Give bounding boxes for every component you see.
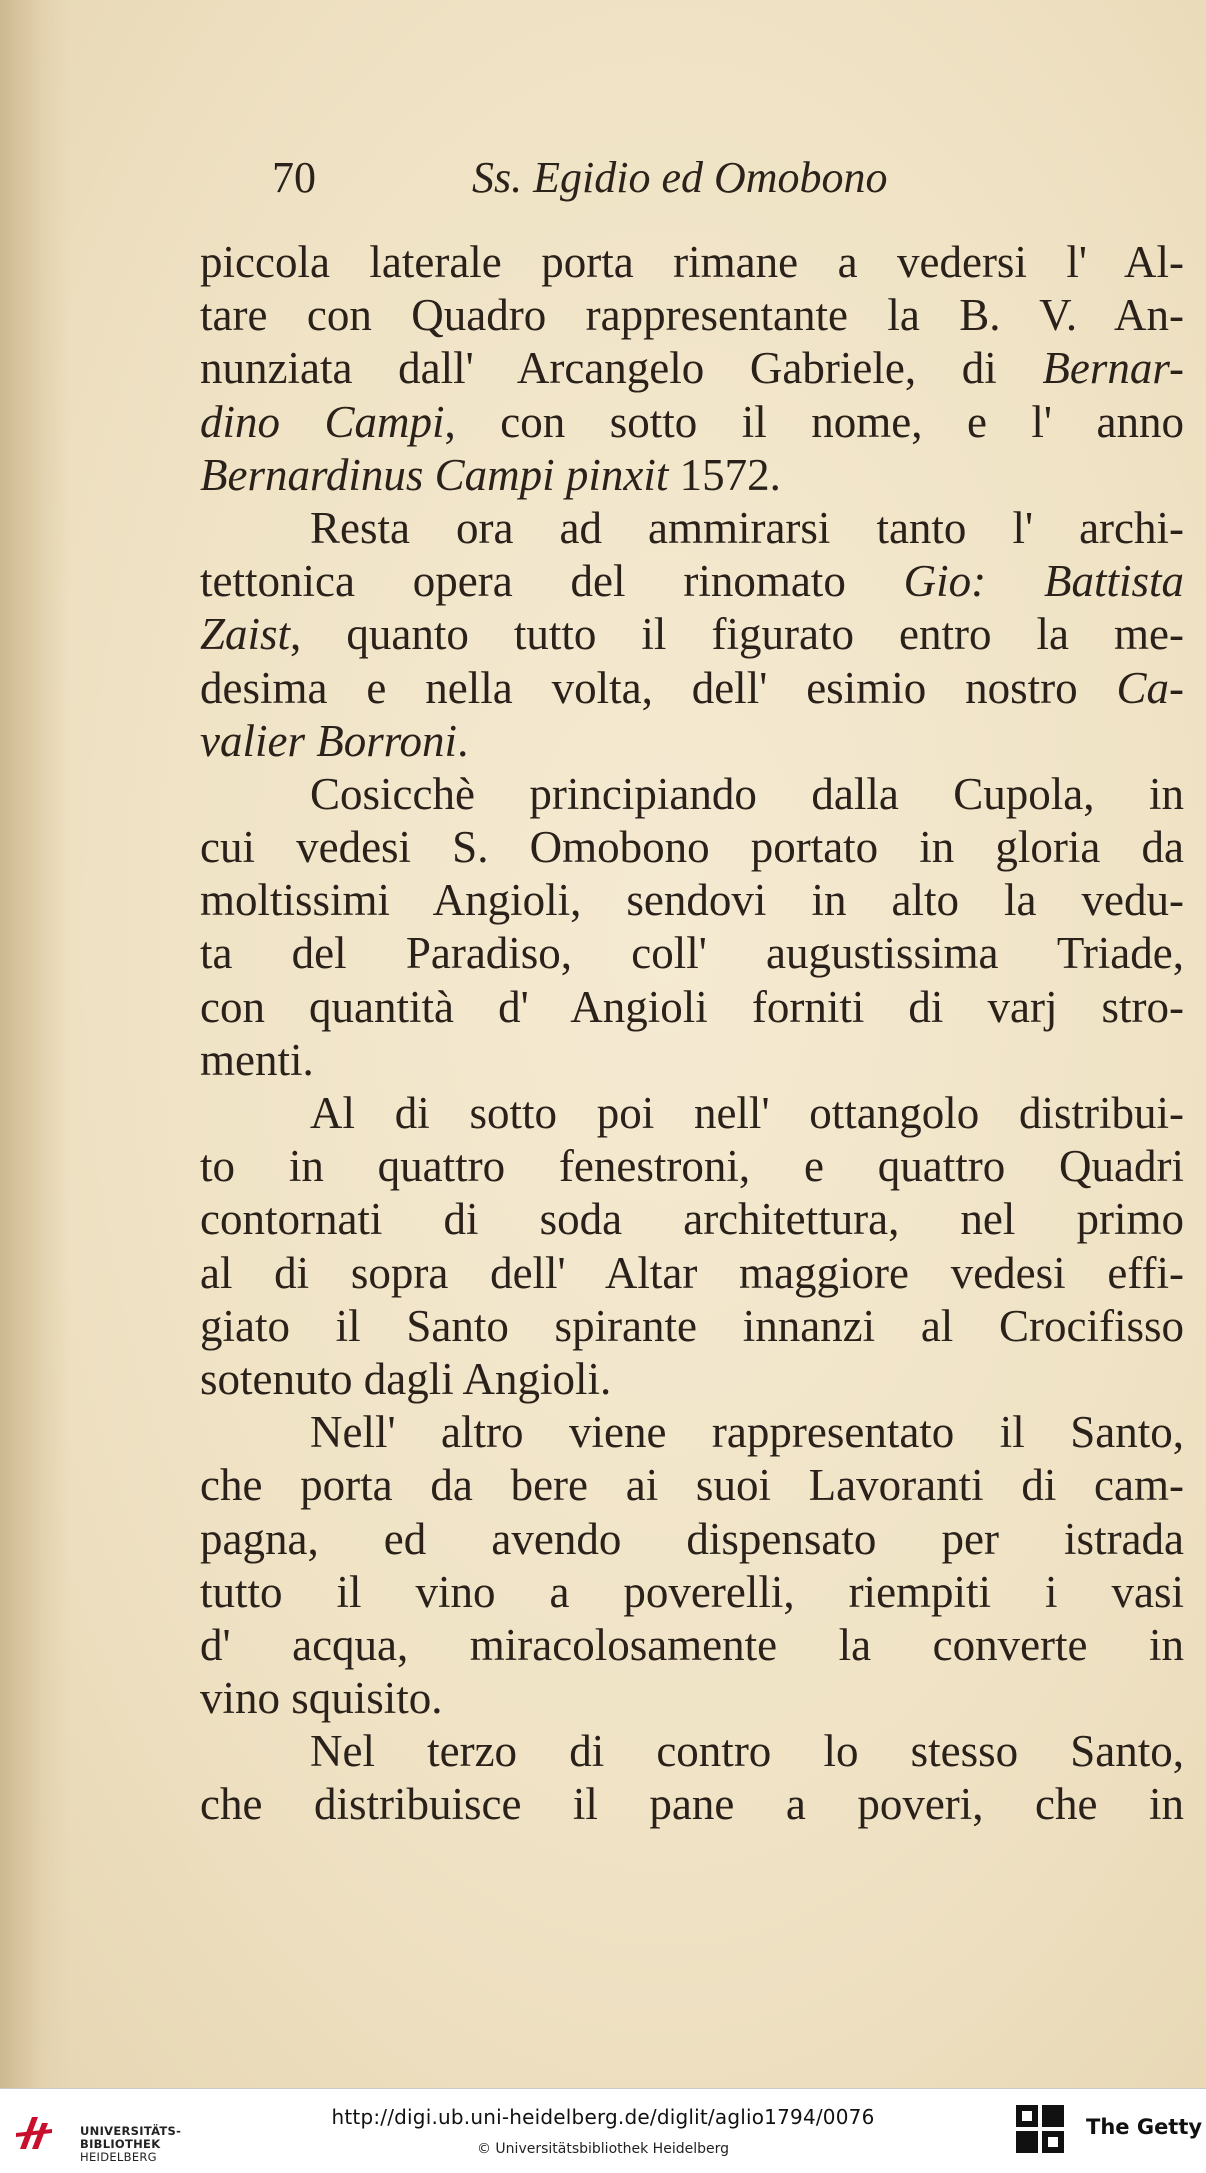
text-line: pagna, ed avendo dispensato per istrada: [200, 1513, 1184, 1564]
text-line: al di sopra dell' Altar maggiore vedesi effi-: [200, 1247, 1184, 1298]
text-line: vino squisito.: [200, 1673, 443, 1724]
running-title: Ss. Egidio ed Omobono: [472, 153, 888, 202]
text-line: ta del Paradiso, coll' augustissima Triade,: [200, 928, 1184, 979]
viewer-footer: [0, 2088, 1206, 2173]
text-line: piccola laterale porta rimane a vedersi l' Al-: [200, 237, 1184, 287]
text-line: che porta da bere ai suoi Lavoranti di cam-: [200, 1460, 1184, 1511]
text-line: Nell' altro viene rappresentato il Santo,: [310, 1407, 1184, 1458]
text-line: Bernardinus Campi pinxit 1572.: [200, 449, 781, 500]
text-line: tutto il vino a poverelli, riempiti i vasi: [200, 1566, 1184, 1617]
text-line: tettonica opera del rinomato Gio: Battista: [200, 556, 1184, 607]
institution-line-1: UNIVERSITÄTS-: [80, 2124, 182, 2138]
text-line: giato il Santo spirante innanzi al Crocifisso: [200, 1300, 1184, 1351]
text-line: desima e nella volta, dell' esimio nostro Ca-: [200, 662, 1184, 713]
text-line: menti.: [200, 1034, 314, 1085]
text-line: Resta ora ad ammirarsi tanto l' archi-: [310, 502, 1184, 553]
page-gutter-shadow: [0, 0, 70, 2088]
copyright-notice: © Universitätsbibliothek Heidelberg: [476, 2141, 729, 2157]
text-line: sotenuto dagli Angioli.: [200, 1353, 612, 1404]
text-line: con quantità d' Angioli forniti di varj stro-: [200, 981, 1184, 1032]
text-line: tare con Quadro rappresentante la B. V. An-: [200, 290, 1184, 341]
text-line: moltissimi Angioli, sendovi in alto la vedu-: [200, 875, 1184, 926]
text-line: Zaist, quanto tutto il figurato entro la me-: [200, 609, 1184, 660]
text-line: Cosicchè principiando dalla Cupola, in: [310, 768, 1184, 819]
text-line: che distribuisce il pane a poveri, che in: [200, 1779, 1184, 1830]
text-line: cui vedesi S. Omobono portato in gloria da: [200, 822, 1184, 873]
text-line: valier Borroni.: [200, 715, 469, 766]
institution-line-3: HEIDELBERG: [80, 2150, 157, 2164]
body-text: [200, 236, 1184, 1832]
text-line: Al di sotto poi nell' ottangolo distribui-: [310, 1088, 1184, 1138]
text-line: contornati di soda architettura, nel primo: [200, 1194, 1184, 1245]
institution-line-2: BIBLIOTHEK: [80, 2137, 161, 2151]
text-line: Nel terzo di contro lo stesso Santo,: [310, 1726, 1184, 1777]
text-line: dino Campi, con sotto il nome, e l' anno: [200, 396, 1184, 447]
getty-logo-icon[interactable]: [1014, 2103, 1066, 2155]
text-line: nunziata dall' Arcangelo Gabriele, di Bernar-: [200, 343, 1184, 394]
page-number: 70: [272, 153, 316, 202]
text-line: to in quattro fenestroni, e quattro Quadri: [200, 1141, 1184, 1192]
text-line: d' acqua, miracolosamente la converte in: [200, 1619, 1184, 1670]
permalink-url[interactable]: http://digi.ub.uni-heidelberg.de/diglit/aglio1794/0076: [331, 2105, 875, 2129]
partner-name[interactable]: The Getty: [1086, 2115, 1203, 2139]
running-head: [272, 152, 972, 212]
